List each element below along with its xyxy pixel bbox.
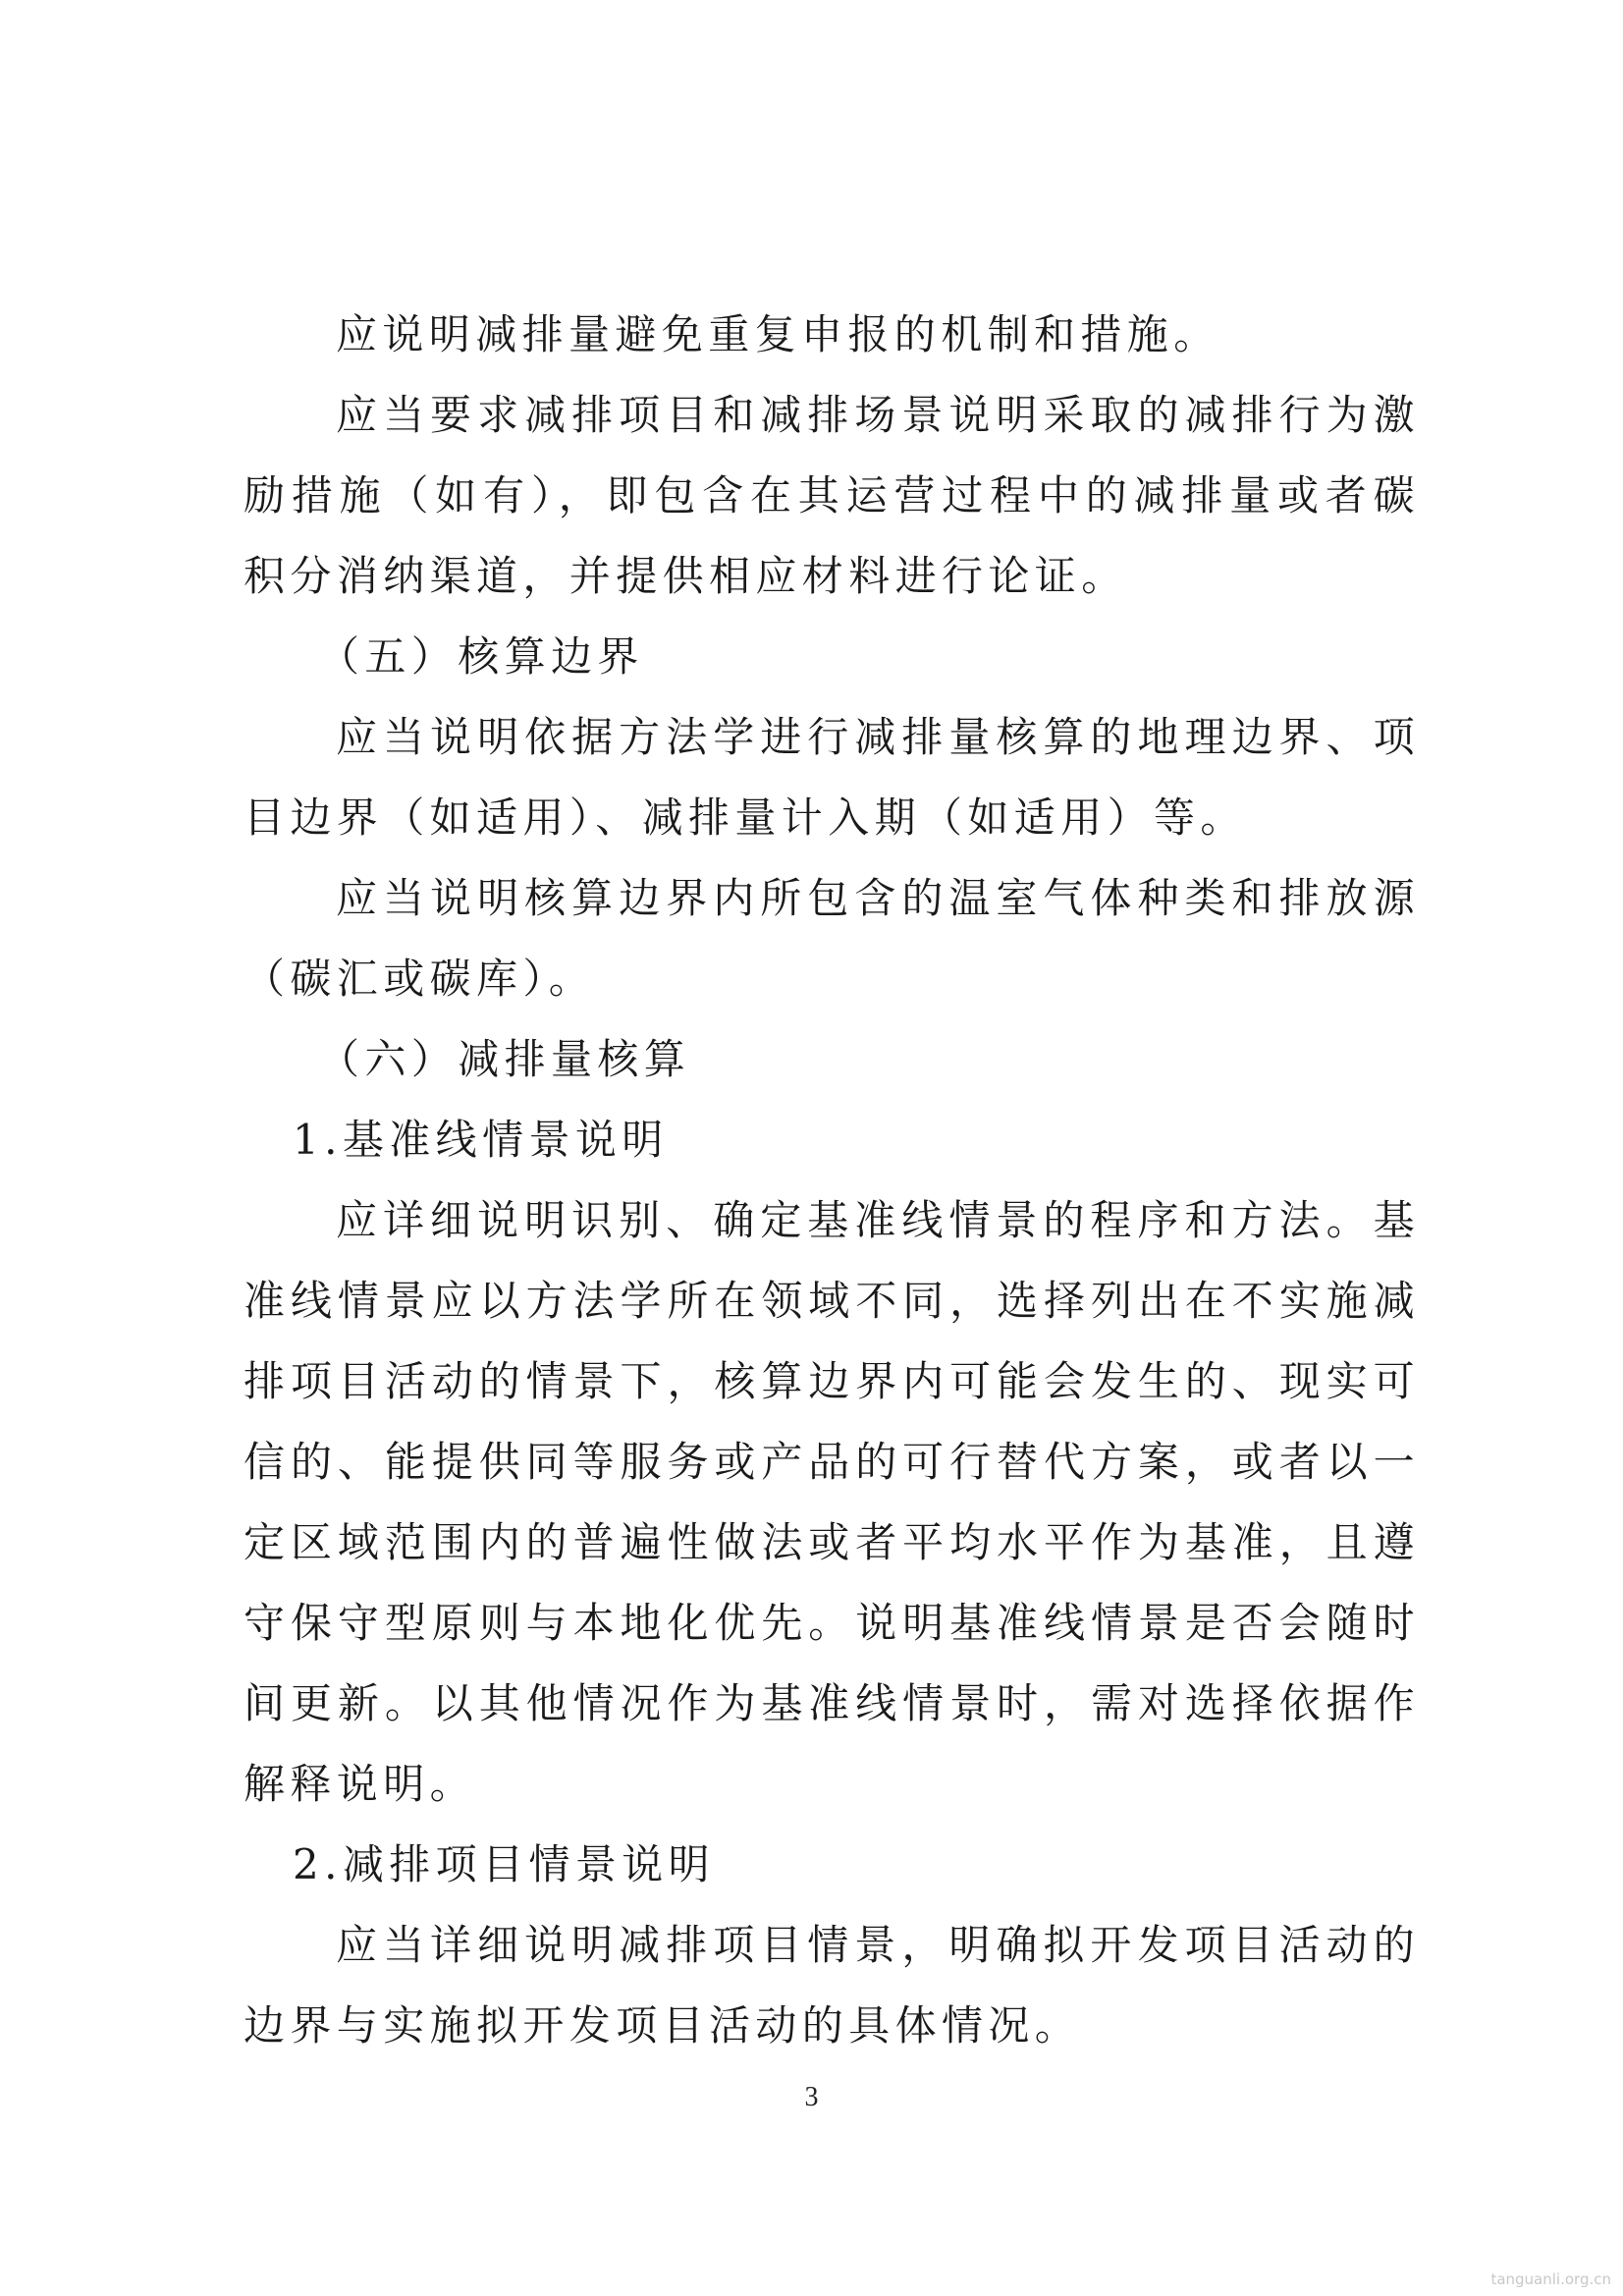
paragraph-incentive-measures: 应当要求减排项目和减排场景说明采取的减排行为激励措施（如有），即包含在其运营过程中的减排量或者碳积分消纳渠道，并提供相应材料进行论证。 bbox=[243, 391, 1420, 600]
watermark: tanguanli.org.cn bbox=[1490, 2270, 1611, 2288]
paragraph-baseline-scenario: 应详细说明识别、确定基准线情景的程序和方法。基准线情景应以方法学所在领域不同，选择列出在不实施减排项目活动的情景下，核算边界内可能会发生的、现实可信的、能提供同等服务或产品的可行替代方案，或者以一定区域范围内的普遍性做法或者平均水平作为基准，且遵守保守型原则与本地化优先。说明基准线情景是否会随时间更新。以其他情况作为基准线情景时，需对选择依据作解释说明。 bbox=[243, 1196, 1420, 1808]
paragraph-project-scenario: 应当详细说明减排项目情景，明确拟开发项目活动的边界与实施拟开发项目活动的具体情况。 bbox=[243, 1921, 1420, 2050]
section-heading-emission-accounting: （六）减排量核算 bbox=[318, 1035, 691, 1083]
section-heading-accounting-boundary: （五）核算边界 bbox=[318, 632, 644, 681]
paragraph-geographic-boundary: 应当说明依据方法学进行减排量核算的地理边界、项目边界（如适用）、减排量计入期（如适用）等。 bbox=[243, 713, 1420, 842]
subheading-baseline-scenario: 1.基准线情景说明 bbox=[293, 1116, 669, 1164]
subheading-project-scenario: 2.减排项目情景说明 bbox=[293, 1840, 716, 1888]
page-number: 3 bbox=[804, 2082, 819, 2112]
paragraph-duplicate-claims: 应说明减排量避免重复申报的机制和措施。 bbox=[336, 310, 1220, 358]
paragraph-greenhouse-gases: 应当说明核算边界内所包含的温室气体种类和排放源（碳汇或碳库）。 bbox=[243, 874, 1420, 1003]
document-body bbox=[243, 295, 1420, 2066]
